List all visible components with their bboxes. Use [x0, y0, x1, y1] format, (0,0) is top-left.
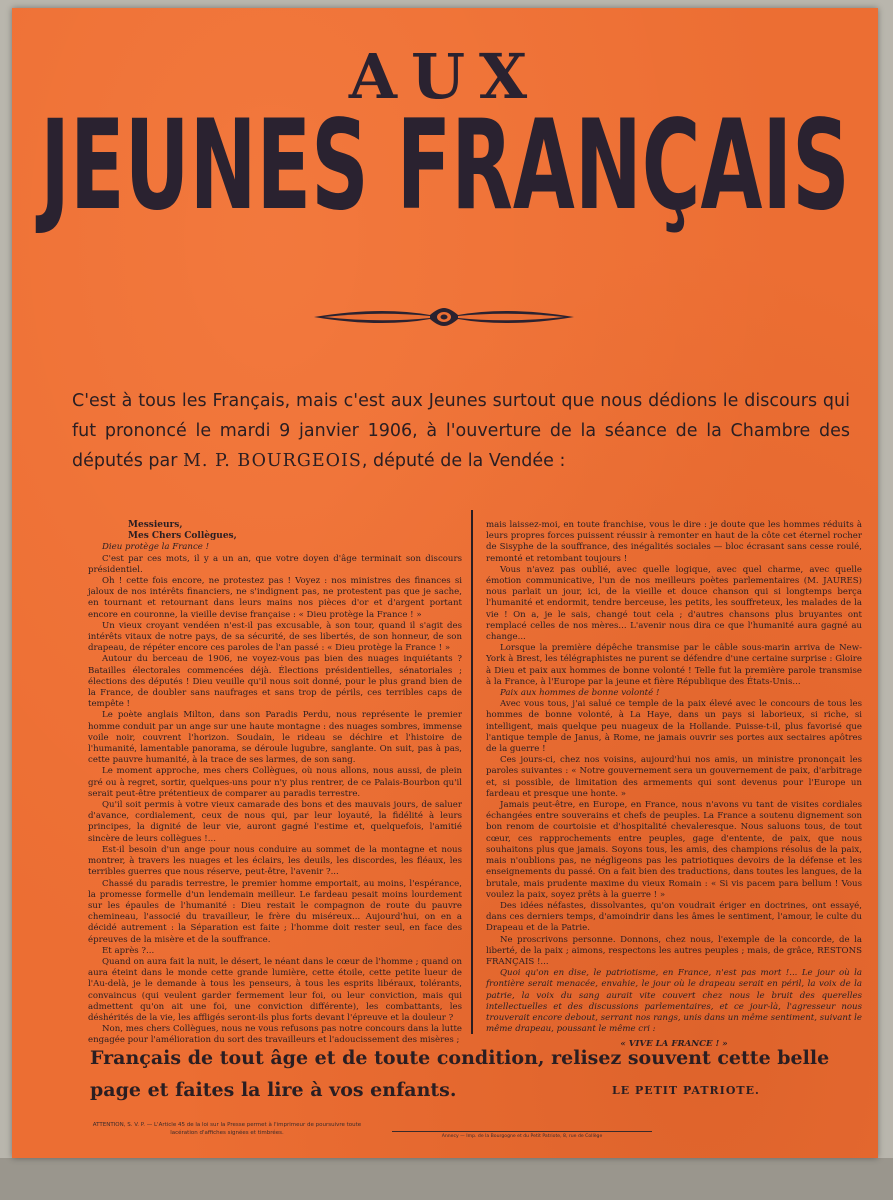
headline-aux: AUX: [348, 40, 542, 113]
speech-paragraph: Non, mes chers Collègues, nous ne vous refusons pas notre concours dans la lutte engagée pour l'amélioration du sort des travailleurs et l'adoucissement des misères ;: [88, 1024, 462, 1046]
speaker-name: M. P. BOURGEOIS: [183, 451, 362, 471]
intro-text-after: , député de la Vendée :: [361, 451, 566, 471]
speech-paragraph: Dieu protège la France !: [102, 542, 210, 553]
speech-paragraph: Qu'il soit permis à votre vieux camarade des bons et des mauvais jours, de saluer d'avance, cordialement, ceux de nous qui, par leur loyauté, la fidélité à leurs principes, la dignité de leur vie, auront gagné l'estime et, quelquefois, l'amitié sincère de leurs collègues !...: [88, 800, 462, 844]
speech-paragraph: Jamais peut-être, en Europe, en France, nous n'avons vu tant de visites cordiales échangées entre souverains et chefs de peuples. La France a soutenu dignement son bon renom de courtoisie et d'hospitalité chevaleresque. Nous saluons tous, de tout cœur, ces rapprochements entre peuples, gage d'entente, de paix, que nous souhaitons plus que jamais. Soyons tous, les amis, des champions résolus de la paix, mais n'oublions pas, ne négligeons pas les patriotiques devoirs de la défense et les enseignements du passé. On a fait bien des traductions, dans toutes les langues, de la brutale, mais prudente maxime du vieux Romain : « Si vis pacem para bellum ! Vous voulez la paix, soyez prêts à la guerre ! »: [486, 800, 862, 900]
speech-paragraph: Et après ?...: [102, 945, 155, 956]
speech-paragraph: Ces jours-ci, chez nos voisins, aujourd'hui nos amis, un ministre prononçait les paroles suivantes : « Notre gouvernement sera un gouvernement de paix, d'arbitrage et, si possible, de limitation des armements qui sont devenus pour l'Europe un fardeau et presque une honte. »: [486, 755, 862, 799]
speech-column-right: [486, 520, 862, 1051]
speech-paragraph: Est-il besoin d'un ange pour nous conduire au sommet de la montagne et nous montrer, à travers les nuages et les éclairs, les deuils, les discordes, les fléaux, les terribles guerres que nous réserve, peut-être, l'avenir ?...: [88, 844, 462, 878]
speech-paragraph: Ne proscrivons personne. Donnons, chez nous, l'exemple de la concorde, de la liberté, de la paix ; aimons, respectons les autres peuples ; mais, de grâce, RESTONS FRANÇAIS !...: [486, 934, 862, 967]
speech-paragraph: Avec vous tous, j'ai salué ce temple de la paix élevé avec le concours de tous les hommes de bonne volonté, à La Haye, dans un pays si laborieux, si riche, si intelligent, mais quelque peu nuageux de la Hollande. Puisse-t-il, plus favorisé que l'antique temple de Janus, à Rome, ne jamais ouvrir ses portes aux sectaires apôtres de la guerre !: [486, 699, 862, 755]
intro-text-before: C'est à tous les Français, mais c'est aux Jeunes surtout que nous dédions le discours qui fut prononcé le mardi 9 janvier 1906, à l'ouverture de la séance de la Chambre des députés par: [72, 391, 850, 471]
speech-paragraph: C'est par ces mots, il y a un an, que votre doyen d'âge terminait son discours présidentiel.: [88, 553, 462, 575]
speech-paragraph: Lorsque la première dépêche transmise par le câble sous-marin arriva de New-York à Brest, les télégraphistes ne purent se défendre d'une certaine surprise : Gloire à Dieu et paix aux hommes de bonne volonté ! Telle fut la première parole transmise à la France, à l'Europe par la jeune et fière République des États-Unis...: [486, 643, 862, 687]
legal-footnote: ATTENTION, S. V. P. — L'Article 45 de la loi sur la Presse permet à l'imprimeur de poursuivre toute lacération d'affiches signées et timbrées.: [92, 1122, 362, 1136]
speech-paragraph: Le moment approche, mes chers Collègues, où nous allons, nous aussi, de plein gré ou à regret, sortir, quelques-uns pour n'y plus rentrer, de ce Palais-Bourbon qu'il serait peut-être prétentieux de comparer au paradis terrestre.: [88, 766, 462, 799]
speech-column-left: [88, 520, 462, 1047]
column-divider: [471, 510, 473, 1034]
ornament-divider-icon: [310, 304, 578, 330]
speech-paragraph: Chassé du paradis terrestre, le premier homme emportait, au moins, l'espérance, la promesse formelle d'un lendemain meilleur. Le fardeau pesait moins lourdement sur les épaules de l'humanité : Dieu restait le compagnon de route du pauvre chemineau, l'associé du travailleur, le frère du miséreux... Aujourd'hui, on en a décidé autrement : la Séparation est faite ; l'homme doit rester seul, en face des épreuves de la misère et de la souffrance.: [88, 878, 462, 945]
imprint-rule: [392, 1131, 652, 1132]
speech-paragraph: Oh ! cette fois encore, ne protestez pas ! Voyez : nos ministres des finances si jaloux de nos intérêts financiers, ne s'indignent pas, ne protestent pas que je sache, en tournant et retournant dans leurs mains nos pièces d'or et d'argent portant encore en couronne, la vieille devise française : « Dieu protège la France ! »: [88, 576, 462, 620]
headline-main: JEUNES FRANÇAIS: [40, 93, 850, 238]
speech-paragraph: Vous n'avez pas oublié, avec quelle logique, avec quel charme, avec quelle émotion communicative, l'un de nos meilleurs poètes parlementaires (M. JAURES) nous parlait un jour, ici, de la vieille et douce chanson qui si longtemps berça l'humanité et endormit, tendre berceuse, les petits, les souffreteux, les malades de la vie ! On a, je le sais, changé tout cela ; d'autres chansons plus bruyantes ont remplacé celles de nos mères... L'avenir nous dira ce que l'humanité aura gagné au change...: [486, 564, 862, 643]
vive-la-france-line: « VIVE LA FRANCE ! »: [620, 1039, 728, 1050]
speech-paragraph: Le poète anglais Milton, dans son Paradis Perdu, nous représente le premier homme conduit par un ange sur une haute montagne : des nuages sombres, immense voile noir, couvrent l'horizon. Soudain, le rideau se déchire et l'histoire de l'humanité, lamentable panorama, se déroule lugubre, sanglante. On suit, pas à pas, cette pauvre humanité, à la trace de ses larmes, de son sang.: [88, 710, 462, 766]
speech-paragraph: Des idées néfastes, dissolvantes, qu'on voudrait ériger en doctrines, ont essayé, dans ces derniers temps, d'amoindrir dans les âmes le sentiment, l'amour, le culte du Drapeau et de la Patrie.: [486, 900, 862, 934]
speech-paragraph: mais laissez-moi, en toute franchise, vous le dire : je doute que les hommes réduits à leurs propres forces puissent réussir à remonter en haut de la côte cet éternel rocher de Sisyphe de la souffrance, des inégalités sociales — bloc écrasant sans cesse roulé, remonté et retombant toujours !: [486, 520, 862, 564]
speech-paragraph: Paix aux hommes de bonne volonté !: [500, 688, 660, 699]
salutation: Messieurs, Mes Chers Collègues,: [128, 520, 237, 542]
speech-paragraph: Quand on aura fait la nuit, le désert, le néant dans le cœur de l'homme ; quand on aura éteint dans le monde cette grande lumière, cette étoile, cette petite lueur de l'Au-delà, je le demande à tous les penseurs, à tous les esprits libéraux, tolérants, convaincus (qui veulent garder fermement leur foi, ou leur conviction, mais qui admettent qu'on ait une foi, une conviction différente), les combattants, les déshérités de la vie, les affligés seront-ils plus forts devant l'épreuve et la douleur ?: [88, 956, 462, 1023]
intro-paragraph: [72, 386, 850, 476]
closing-exhortation: Français de tout âge et de toute condition, relisez souvent cette belle page et faites la lire à vos enfants.: [90, 1047, 830, 1101]
speech-paragraph: Quoi qu'on en dise, le patriotisme, en France, n'est pas mort !... Le jour où la frontière serait menacée, envahie, le jour où le drapeau serait en péril, la voix de la patrie, la voix du sang aurait vite couvert chez nous le bruit des querelles intellectuelles et des discussions parlementaires, et ce jour-là, l'agresseur nous trouverait encore debout, serrant nos rangs, unis dans un même sentiment, suivant le même drapeau, poussant le même cri :: [486, 968, 862, 1035]
printer-imprint: Annecy — Imp. de la Bourgogne et du Petit Patriote, 8, rue de Collège: [441, 1134, 603, 1139]
floor-background: [0, 1158, 893, 1200]
signature-publisher: LE PETIT PATRIOTE.: [612, 1084, 760, 1097]
poster-sheet: [12, 8, 878, 1158]
speech-paragraph: Un vieux croyant vendéen n'est-il pas excusable, à son tour, quand il s'agit des intérêts vitaux de notre pays, de sa sécurité, de ses libertés, de son honneur, de son drapeau, de répéter encore ces paroles de l'an passé : « Dieu protège la France ! »: [88, 620, 462, 654]
speech-paragraph: Autour du berceau de 1906, ne voyez-vous pas bien des nuages inquiétants ? Batailles électorales commencées déjà. Élections présidentielles, sénatoriales ; élections des députés ! Dieu veuille qu'il nous soit donné, pour le plus grand bien de la France, de doubler sans naufrages et sans trop de périls, ces terribles caps de tempête !: [88, 654, 462, 710]
